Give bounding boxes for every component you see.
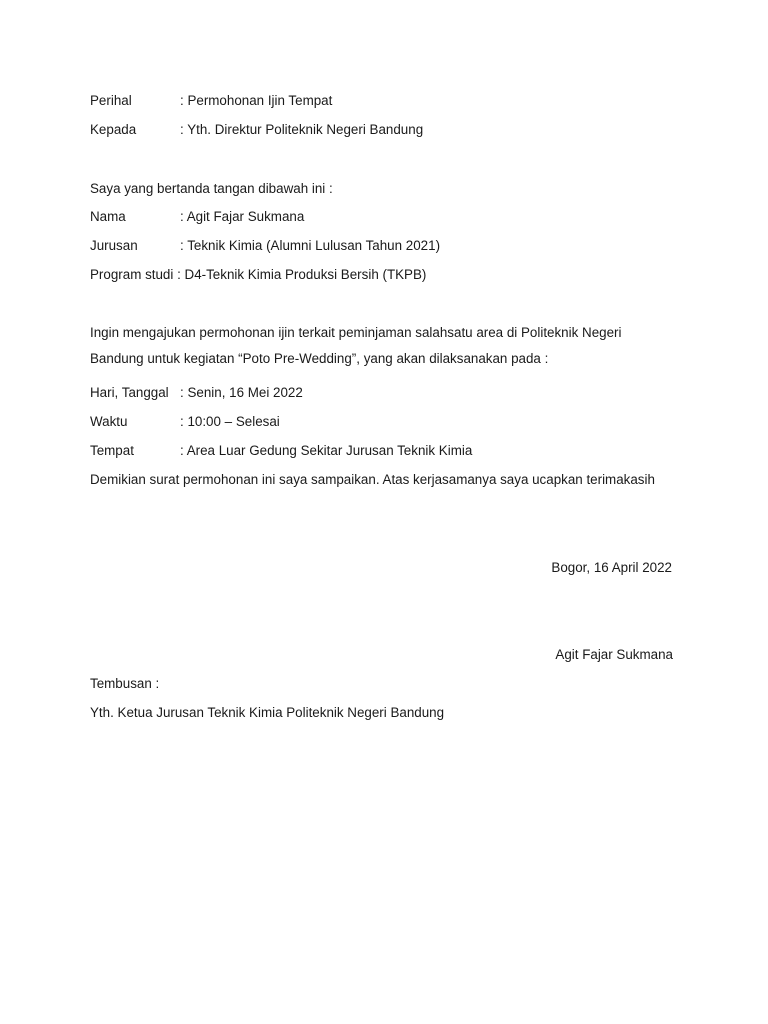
program-label: Program studi [90, 267, 174, 282]
intro-text: Saya yang bertanda tangan dibawah ini : [90, 181, 333, 196]
perihal-value: : Permohonan Ijin Tempat [180, 93, 333, 108]
waktu-value: : 10:00 – Selesai [180, 414, 280, 429]
perihal-label: Perihal [90, 93, 132, 108]
jurusan-value: : Teknik Kimia (Alumni Lulusan Tahun 2021) [180, 238, 441, 253]
kepada-row [90, 121, 423, 139]
request-line-1: Ingin mengajukan permohonan ijin terkait peminjaman salahsatu area di Politeknik Negeri [90, 325, 622, 340]
jurusan-row [90, 237, 440, 255]
tanggal-value: : Senin, 16 Mei 2022 [180, 385, 303, 400]
tempat-value: : Area Luar Gedung Sekitar Jurusan Teknik Kimia [180, 443, 473, 458]
place-date: Bogor, 16 April 2022 [551, 560, 672, 575]
nama-value: : Agit Fajar Sukmana [180, 209, 305, 224]
kepada-label: Kepada [90, 122, 137, 137]
closing-text: Demikian surat permohonan ini saya sampaikan. Atas kerjasamanya saya ucapkan terimakasih [90, 472, 655, 487]
tempat-label: Tempat [90, 443, 134, 458]
tanggal-row [90, 384, 303, 402]
signer-name: Agit Fajar Sukmana [555, 647, 673, 662]
tempat-row [90, 442, 472, 460]
request-line-2: Bandung untuk kegiatan “Poto Pre-Wedding”, yang akan dilaksanakan pada : [90, 351, 549, 366]
cc-recipient: Yth. Ketua Jurusan Teknik Kimia Politeknik Negeri Bandung [90, 705, 445, 720]
program-row [90, 266, 426, 284]
waktu-label: Waktu [90, 414, 128, 429]
perihal-row [90, 92, 332, 110]
nama-row [90, 208, 304, 226]
jurusan-label: Jurusan [90, 238, 138, 253]
waktu-row [90, 413, 280, 431]
tanggal-label: Hari, Tanggal [90, 385, 169, 400]
cc-label: Tembusan : [90, 676, 160, 691]
kepada-value: : Yth. Direktur Politeknik Negeri Bandung [180, 122, 424, 137]
program-value: : D4-Teknik Kimia Produksi Bersih (TKPB) [177, 267, 427, 282]
nama-label: Nama [90, 209, 126, 224]
